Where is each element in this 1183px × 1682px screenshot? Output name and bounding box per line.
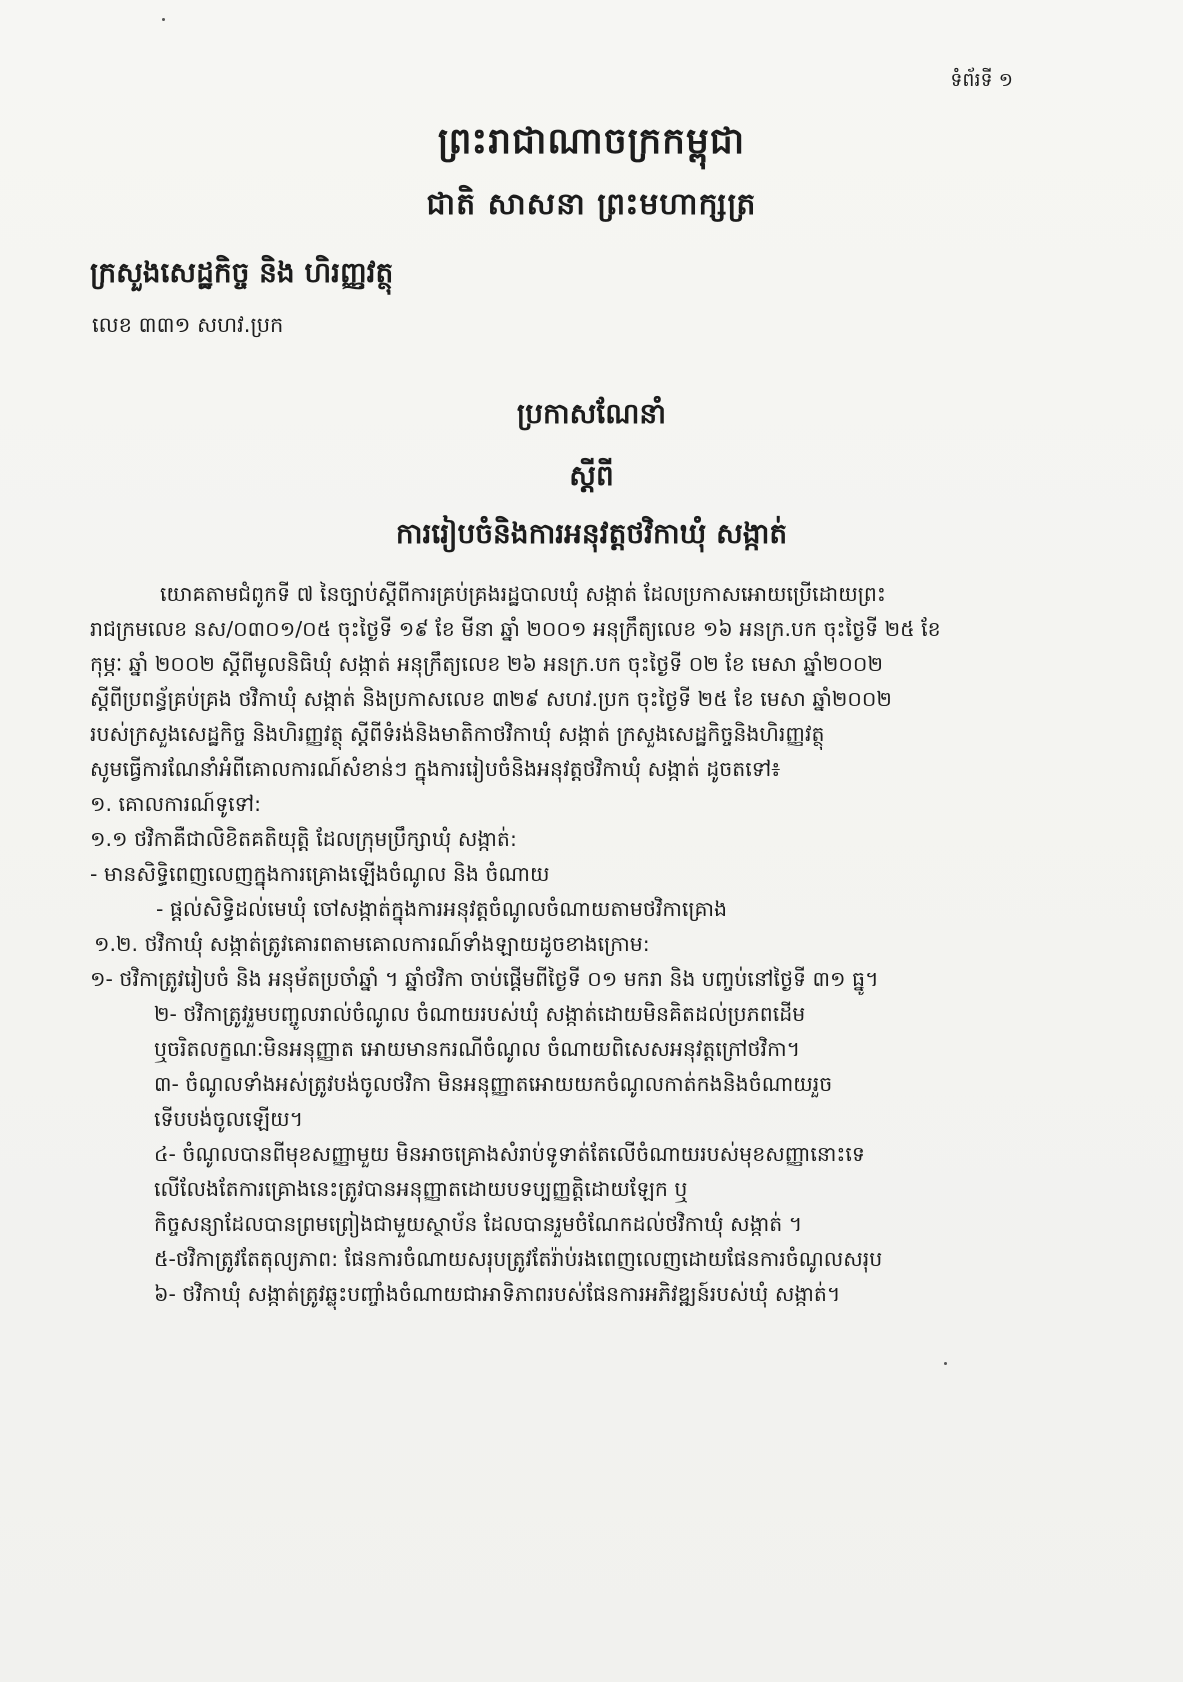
body-line: កុម្ភៈ ឆ្នាំ ២០០២ ស្តីពីមូលនិធិឃុំ សង្កាត់ អនុក្រឹត្យលេខ ២៦ អនក្រ.បក ចុះថ្ងៃទី ០២ ខែ មេសា ឆ្នាំ២០០២ bbox=[90, 652, 883, 676]
scan-speck bbox=[162, 18, 165, 21]
numbered-item-continuation: ឬចរិតលក្ខណៈមិនអនុញ្ញាត អោយមានករណីចំណូល ចំណាយពិសេសអនុវត្តក្រៅថវិកា។ bbox=[154, 1037, 801, 1061]
subsection-heading: ១.១ ថវិកាគឺជាលិខិតគតិយុត្តិ ដែលក្រុមប្រឹក្សាឃុំ សង្កាត់: bbox=[90, 827, 517, 851]
subsection-heading: ១.២. ថវិកាឃុំ សង្កាត់ត្រូវគោរពតាមគោលការណ៍ទាំងឡាយដូចខាងក្រោម: bbox=[94, 932, 650, 956]
document-type: ប្រកាសណែនាំ bbox=[516, 397, 667, 430]
body-line: រាជក្រមលេខ នស/០៣០១/០៥ ចុះថ្ងៃទី ១៩ ខែ មីនា ឆ្នាំ ២០០១ អនុក្រឹត្យលេខ ១៦ អនក្រ.បក ចុះថ្ងៃទី ២៥ ខែ bbox=[90, 617, 941, 641]
bullet-item: - មានសិទ្ធិពេញលេញក្នុងការគ្រោងឡើងចំណូល និង ចំណាយ bbox=[90, 862, 550, 886]
document-subject: ការរៀបចំនិងការអនុវត្តថវិកាឃុំ សង្កាត់ bbox=[395, 517, 788, 550]
body-line: របស់ក្រសួងសេដ្ឋកិច្ច និងហិរញ្ញវត្ថុ ស្តីពីទំរង់និងមាតិកាថវិកាឃុំ សង្កាត់ ក្រសួងសេដ្ឋកិច្ចនិងហិរញ្ញវត្ថុ bbox=[90, 722, 825, 746]
numbered-item-continuation: លើលែងតែការគ្រោងនេះត្រូវបានអនុញ្ញាតដោយបទប្បញ្ញត្តិដោយឡែក ឬ bbox=[154, 1177, 688, 1201]
numbered-item: ៦- ថវិកាឃុំ សង្កាត់ត្រូវឆ្លុះបញ្ចាំងចំណាយជាអាទិភាពរបស់ផែនការអភិវឌ្ឍន៍របស់ឃុំ សង្កាត់។ bbox=[154, 1282, 841, 1306]
bullet-item: - ផ្តល់សិទ្ធិដល់មេឃុំ ចៅសង្កាត់ក្នុងការអនុវត្តចំណូលចំណាយតាមថវិកាគ្រោង bbox=[156, 897, 728, 921]
ministry-name: ក្រសួងសេដ្ឋកិច្ច និង ហិរញ្ញវត្ថុ bbox=[90, 256, 394, 289]
numbered-item: ១- ថវិកាត្រូវរៀបចំ និង អនុម័តប្រចាំឆ្នាំ ។ ឆ្នាំថវិកា ចាប់ផ្តើមពីថ្ងៃទី ០១ មករា និង បញ្ចប់នៅថ្ងៃទី ៣១ ធ្នូ។ bbox=[90, 967, 879, 991]
body-line: យោគតាមជំពូកទី ៧ នៃច្បាប់ស្តីពីការគ្រប់គ្រងរដ្ឋបាលឃុំ សង្កាត់ ដែលប្រកាសអោយប្រើដោយព្រះ bbox=[160, 582, 886, 606]
kingdom-title: ព្រះរាជាណាចក្រកម្ពុជា bbox=[437, 121, 746, 162]
page-number: ទំព័រទី ១ bbox=[950, 69, 1013, 91]
body-line: ស្តីពីប្រពន្ធ័គ្រប់គ្រង ថវិកាឃុំ សង្កាត់ និងប្រកាសលេខ ៣២៩ សហវ.ប្រក ចុះថ្ងៃទី ២៥ ខែ មេសា ឆ្នាំ២០០២ bbox=[90, 687, 892, 711]
section-heading: ១. គោលការណ៍ទូទៅ: bbox=[90, 792, 262, 816]
numbered-item: ៣- ចំណូលទាំងអស់ត្រូវបង់ចូលថវិកា មិនអនុញ្ញាតអោយយកចំណូលកាត់កងនិងចំណាយរួច bbox=[154, 1072, 833, 1096]
concerning-label: ស្តីពី bbox=[569, 459, 614, 492]
scan-speck bbox=[944, 1362, 947, 1365]
numbered-item: ២- ថវិកាត្រូវរួមបញ្ចូលរាល់ចំណូល ចំណាយរបស់ឃុំ សង្កាត់ដោយមិនគិតដល់ប្រភពដើម bbox=[154, 1002, 806, 1026]
numbered-item: ៤- ចំណូលបានពីមុខសញ្ញាមួយ មិនអាចគ្រោងសំរាប់ទូទាត់តែលើចំណាយរបស់មុខសញ្ញានោះទេ bbox=[154, 1142, 865, 1166]
body-line: សូមធ្វើការណែនាំអំពីគោលការណ៍សំខាន់ៗ ក្នុងការរៀបចំនិងអនុវត្តថវិកាឃុំ សង្កាត់ ដូចតទៅ៖ bbox=[90, 757, 781, 781]
national-motto: ជាតិ សាសនា ព្រះមហាក្សត្រ bbox=[426, 187, 757, 222]
numbered-item: ៥-ថវិកាត្រូវតែតុល្យភាព: ផែនការចំណាយសរុបត្រូវតែរ៉ាប់រងពេញលេញដោយផែនការចំណូលសរុប bbox=[154, 1247, 883, 1271]
numbered-item-continuation: កិច្ចសន្យាដែលបានព្រមព្រៀងជាមួយស្ថាប័ន ដែលបានរួមចំណែកដល់ថវិកាឃុំ សង្កាត់ ។ bbox=[154, 1212, 803, 1236]
numbered-item-continuation: ទើបបង់ចូលឡើយ។ bbox=[154, 1107, 304, 1131]
reference-number: លេខ ៣៣១ សហវ.ប្រក bbox=[92, 313, 284, 337]
